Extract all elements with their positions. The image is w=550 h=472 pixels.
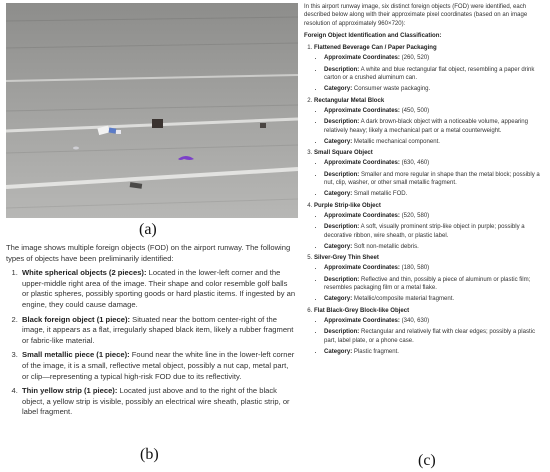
runway-photo — [6, 3, 298, 218]
panel-c-heading: Foreign Object Identification and Classification: — [304, 32, 442, 39]
panel-c-list — [304, 44, 544, 356]
runway-photo-svg — [6, 3, 298, 218]
list-item: 1. White spherical objects (2 pieces): Located in the lower-left corner and the upper-middle right area of the image. Their shape and color resemble golf balls or plastic spheres, possibly sporting goods or hard plastic items. If ingested by an engine, they could cause damage. — [20, 268, 296, 310]
debris-metal-block — [152, 119, 163, 128]
debris-silver-sheet — [73, 147, 79, 150]
caption-b: (b) — [140, 446, 159, 463]
list-item: 2. Black foreign object (1 piece): Situated near the bottom center-right of the image, it appears as a flat, irregularly shaped black item, likely a rubber fragment or fabric-like material. — [20, 315, 296, 347]
list-item: 3. Small Square Object • Approximate Coordinates: (630, 460) • Description: Smaller and more regular in shape than the metal block; possibly a nut, clip, washer, or other small metallic fragment. • Category: Small metallic FOD. — [314, 149, 544, 198]
panel-c-intro: In this airport runway image, six distinct foreign objects (FOD) were identified, each described below along with their approximate pixel coordinates (based on an image resolution of approximately 960×720): — [304, 4, 528, 27]
panel-b-list — [6, 268, 296, 418]
panel-c-text — [304, 3, 544, 359]
list-item: 6. Flat Black-Grey Block-like Object • Approximate Coordinates: (340, 630) • Description: Rectangular and relatively flat with clear edges; possibly a plastic part, label plate, or a phone case. • Category: Plastic fragment. — [314, 307, 544, 356]
panel-b-text — [6, 243, 296, 422]
list-item: 2. Rectangular Metal Block • Approximate Coordinates: (450, 500) • Description: A dark brown-black object with a noticeable volume, appearing relatively heavy; likely a mechanical part or a metal counterweight. • Category: Metallic mechanical component. — [314, 97, 544, 146]
panel-b-intro: The image shows multiple foreign objects (FOD) on the airport runway. The following types of objects have been preliminarily identified: — [6, 243, 291, 263]
caption-c: (c) — [418, 452, 436, 469]
list-item: 4. Thin yellow strip (1 piece): Located just above and to the right of the black object, a yellow strip is visible, possibly an electrical wire sheath, plastic strip, or label fragment. — [20, 386, 296, 418]
debris-small-square — [260, 123, 266, 128]
list-item: 4. Purple Strip-like Object • Approximate Coordinates: (520, 580) • Description: A soft, visually prominent strip-like object in purple; possibly a decorative ribbon, wire sheath, or plastic label. • Category: Soft non-metallic debris. — [314, 202, 544, 251]
list-item: 1. Flattened Beverage Can / Paper Packaging • Approximate Coordinates: (260, 520) • Description: A white and blue rectangular flat object, resembling a paper drink carton or a crushed aluminum can. • Category: Consumer waste packaging. — [314, 44, 544, 93]
list-item: 3. Small metallic piece (1 piece): Found near the white line in the lower-left corner of the image, it is a small, reflective metal object, possibly a nut cap, metal part, or clip—representing a typical high-risk FOD due to its reflectivity. — [20, 350, 296, 382]
caption-a: (a) — [139, 221, 157, 238]
list-item: 5. Silver-Grey Thin Sheet • Approximate Coordinates: (180, 580) • Description: Reflective and thin, possibly a piece of aluminum or plastic film; resembles packaging film or a metal flake. • Category: Metallic/composite material fragment. — [314, 254, 544, 303]
